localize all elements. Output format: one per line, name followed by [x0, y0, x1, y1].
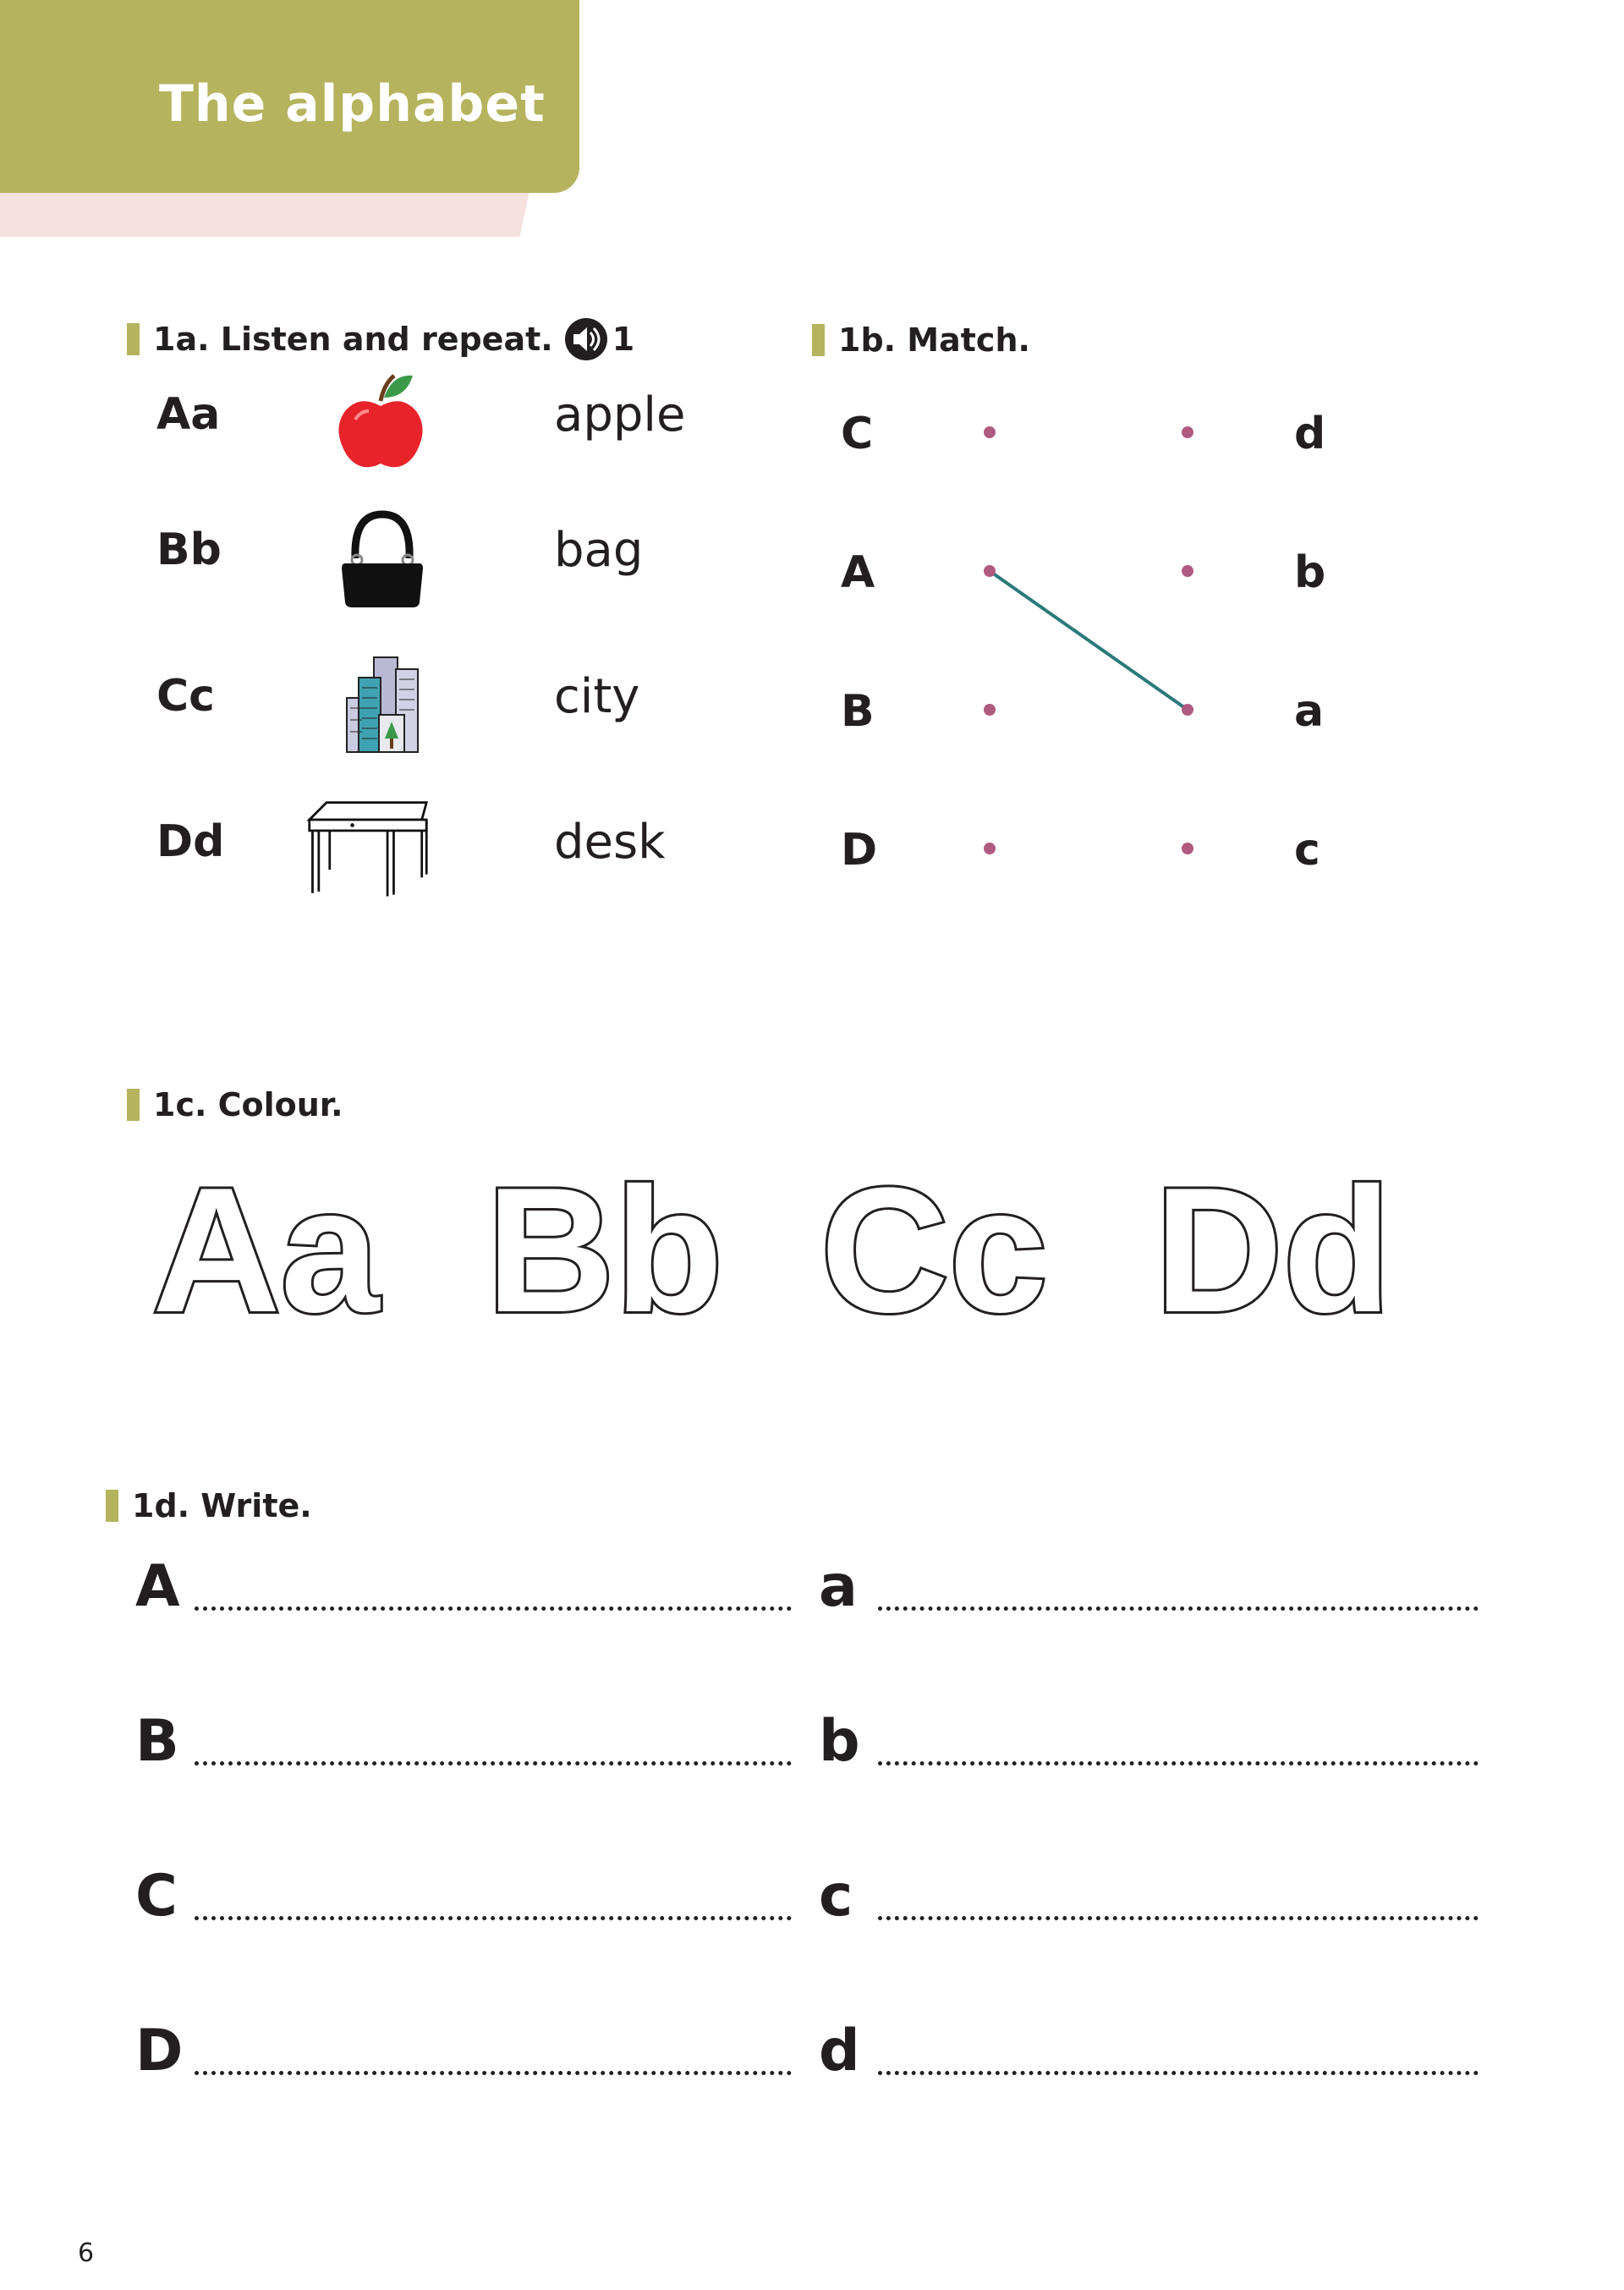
write-line[interactable]	[195, 1606, 792, 1611]
write-row	[135, 1863, 1480, 1952]
match-left-letter: C	[841, 409, 874, 459]
vocab-letters: Bb	[156, 524, 222, 575]
vocab-letters: Cc	[156, 671, 215, 722]
match-left-dot[interactable]	[984, 843, 996, 854]
match-right-dot[interactable]	[1182, 704, 1193, 716]
write-lower-cell	[819, 1553, 1479, 1620]
vocab-row-b	[156, 508, 715, 601]
bag-icon	[321, 508, 440, 609]
match-right-letter: b	[1294, 547, 1326, 598]
section-1c-heading	[127, 1086, 343, 1123]
match-left-letter: A	[841, 547, 875, 598]
write-letter: b	[819, 1708, 860, 1775]
vocab-word: city	[554, 669, 640, 724]
vocab-row-a	[156, 372, 715, 465]
write-letter: d	[819, 2018, 860, 2084]
write-upper-cell	[135, 1863, 792, 1930]
write-line[interactable]	[878, 1606, 1479, 1611]
outline-letter[interactable]: Cc	[820, 1159, 1048, 1328]
write-line[interactable]	[878, 1761, 1479, 1766]
match-left-dot[interactable]	[984, 704, 996, 716]
write-upper-cell	[135, 2018, 792, 2084]
write-letter: A	[135, 1553, 180, 1620]
vocab-letters: Aa	[156, 389, 221, 440]
write-line[interactable]	[195, 1761, 792, 1766]
write-row	[135, 2018, 1480, 2107]
match-right-dot[interactable]	[1182, 843, 1193, 854]
match-left-letter: B	[841, 686, 875, 737]
section-1a-label: 1a. Listen and repeat.	[153, 321, 553, 358]
write-letter: B	[135, 1708, 179, 1775]
match-right-letter: c	[1294, 825, 1320, 876]
match-left-dot[interactable]	[984, 426, 996, 438]
write-lower-cell	[819, 2018, 1479, 2084]
apple-icon	[321, 372, 440, 474]
match-left-letter: D	[841, 825, 878, 876]
speaker-icon[interactable]	[563, 316, 609, 362]
write-row	[135, 1553, 1480, 1643]
write-line[interactable]	[195, 1916, 792, 1920]
section-1d-heading	[106, 1487, 312, 1524]
write-row	[135, 1708, 1480, 1798]
outline-letter[interactable]: Aa	[152, 1159, 380, 1328]
desk-icon	[296, 799, 440, 901]
vocab-row-d	[156, 799, 715, 892]
city-icon	[321, 654, 440, 755]
vocab-letters: Dd	[156, 816, 225, 867]
example-match-line	[990, 571, 1188, 710]
vocab-word: apple	[554, 387, 686, 442]
outline-letter[interactable]: Bb	[486, 1159, 723, 1328]
write-lower-cell	[819, 1708, 1479, 1775]
write-letter: D	[135, 2018, 184, 2084]
write-line[interactable]	[195, 2071, 792, 2075]
outline-letter[interactable]: Dd	[1155, 1159, 1391, 1328]
section-marker	[812, 324, 825, 356]
write-upper-cell	[135, 1553, 792, 1620]
colouring-letters	[152, 1159, 1506, 1328]
vocab-row-c	[156, 654, 715, 747]
match-right-dot[interactable]	[1182, 426, 1193, 438]
write-lower-cell	[819, 1863, 1479, 1930]
write-letter: C	[135, 1863, 178, 1930]
write-line[interactable]	[878, 2071, 1479, 2075]
match-right-letter: d	[1294, 409, 1326, 459]
audio-track[interactable]	[563, 316, 634, 362]
write-letter: c	[819, 1863, 853, 1930]
match-left-dot[interactable]	[984, 565, 996, 577]
audio-track-number: 1	[612, 321, 635, 358]
write-letter: a	[819, 1553, 858, 1620]
section-1d-label: 1d. Write.	[132, 1487, 312, 1524]
section-1c-label: 1c. Colour.	[153, 1086, 343, 1123]
write-upper-cell	[135, 1708, 792, 1775]
section-1a-heading	[127, 316, 634, 362]
page-title: The alphabet	[159, 74, 546, 134]
section-marker	[127, 1089, 140, 1121]
section-1b-label: 1b. Match.	[838, 321, 1030, 359]
page-number: 6	[78, 2238, 95, 2268]
vocab-word: bag	[554, 523, 644, 578]
match-right-dot[interactable]	[1182, 565, 1193, 577]
vocab-word: desk	[554, 815, 666, 870]
match-right-letter: a	[1294, 686, 1325, 737]
match-exercise	[812, 381, 1404, 931]
write-line[interactable]	[878, 1916, 1479, 1920]
section-1b-heading	[812, 321, 1030, 359]
section-marker	[106, 1490, 118, 1522]
section-marker	[127, 323, 140, 355]
